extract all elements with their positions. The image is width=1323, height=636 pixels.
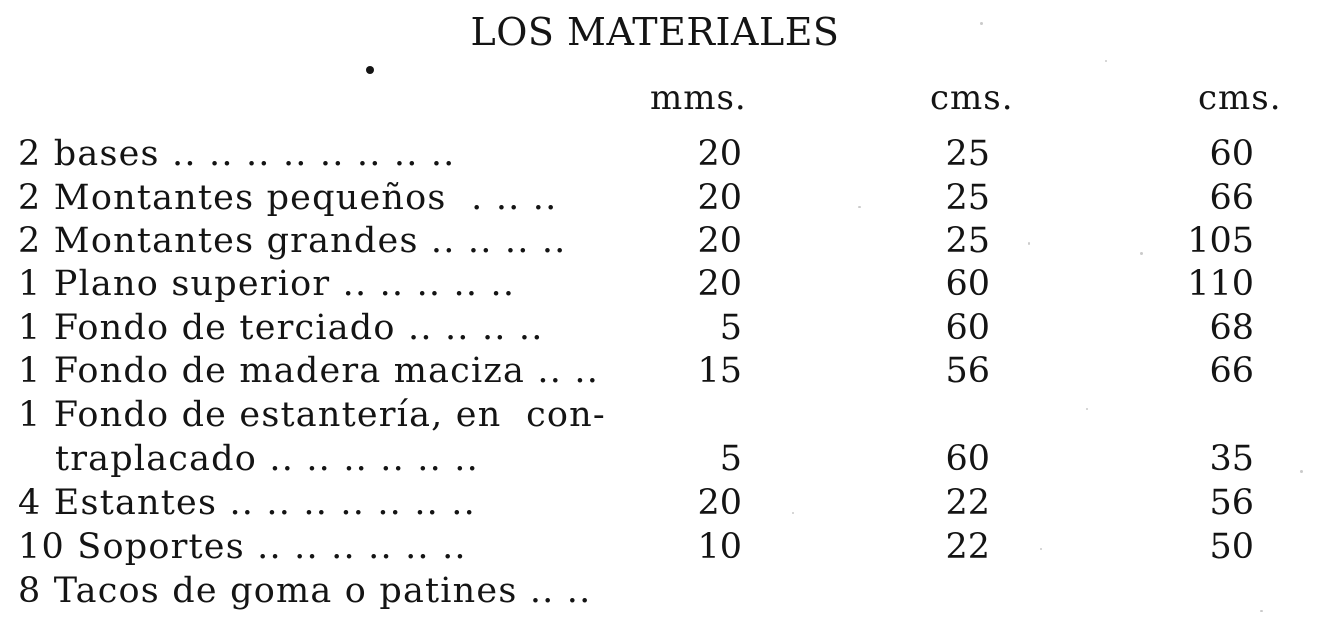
length-value: 60 — [1209, 134, 1254, 174]
width-value: 25 — [945, 178, 990, 218]
material-row — [0, 525, 1323, 569]
paper-speck — [858, 206, 861, 208]
material-row — [0, 262, 1323, 306]
width-value: 60 — [945, 264, 990, 304]
material-row — [0, 393, 1323, 437]
width-value: 60 — [945, 439, 990, 479]
length-value: 66 — [1209, 178, 1254, 218]
header-width: cms. — [930, 78, 1014, 118]
material-description: traplacado .. .. .. .. .. .. — [18, 439, 479, 479]
paper-speck — [792, 512, 794, 514]
length-value: 50 — [1209, 527, 1254, 567]
material-description: 4 Estantes .. .. .. .. .. .. .. — [18, 483, 476, 523]
thickness-value: 20 — [697, 178, 742, 218]
width-value: 56 — [945, 351, 990, 391]
material-row — [0, 481, 1323, 525]
length-value: 35 — [1209, 439, 1254, 479]
paper-speck — [1040, 548, 1042, 550]
thickness-value: 15 — [697, 351, 742, 391]
paper-speck — [980, 22, 983, 25]
paper-speck — [1105, 60, 1107, 62]
width-value: 22 — [945, 527, 990, 567]
thickness-value: 5 — [719, 308, 742, 348]
paper-speck — [1086, 408, 1088, 410]
header-thickness: mms. — [650, 78, 747, 118]
length-value: 110 — [1187, 264, 1254, 304]
material-description: 2 Montantes grandes .. .. .. .. — [18, 221, 567, 261]
thickness-value: 10 — [697, 527, 742, 567]
paper-speck — [1140, 252, 1143, 255]
width-value: 22 — [945, 483, 990, 523]
material-row — [0, 306, 1323, 350]
material-row — [0, 569, 1323, 613]
material-description: 1 Fondo de estantería, en con- — [18, 395, 606, 435]
ink-dot — [366, 66, 374, 74]
material-description: 10 Soportes .. .. .. .. .. .. — [18, 527, 467, 567]
material-description: 1 Fondo de terciado .. .. .. .. — [18, 308, 544, 348]
page-title-text: LOS MATERIALES — [470, 10, 840, 54]
thickness-value: 5 — [719, 439, 742, 479]
header-length: cms. — [1198, 78, 1282, 118]
width-value: 60 — [945, 308, 990, 348]
material-description: 1 Plano superior .. .. .. .. .. — [18, 264, 516, 304]
material-row — [0, 437, 1323, 481]
material-row — [0, 176, 1323, 220]
length-value: 66 — [1209, 351, 1254, 391]
material-description: 2 Montantes pequeños . .. .. — [18, 178, 558, 218]
page-title — [0, 10, 1310, 54]
thickness-value: 20 — [697, 221, 742, 261]
material-row — [0, 219, 1323, 263]
material-description: 2 bases .. .. .. .. .. .. .. .. — [18, 134, 456, 174]
paper-speck — [1260, 610, 1263, 612]
material-row — [0, 132, 1323, 176]
length-value: 56 — [1209, 483, 1254, 523]
width-value: 25 — [945, 221, 990, 261]
thickness-value: 20 — [697, 264, 742, 304]
width-value: 25 — [945, 134, 990, 174]
paper-speck — [1028, 242, 1030, 245]
material-description: 8 Tacos de goma o patines .. .. — [18, 571, 592, 611]
material-row — [0, 349, 1323, 393]
thickness-value: 20 — [697, 483, 742, 523]
paper-speck — [1300, 470, 1303, 473]
length-value: 105 — [1187, 221, 1254, 261]
material-description: 1 Fondo de madera maciza .. .. — [18, 351, 600, 391]
thickness-value: 20 — [697, 134, 742, 174]
length-value: 68 — [1209, 308, 1254, 348]
